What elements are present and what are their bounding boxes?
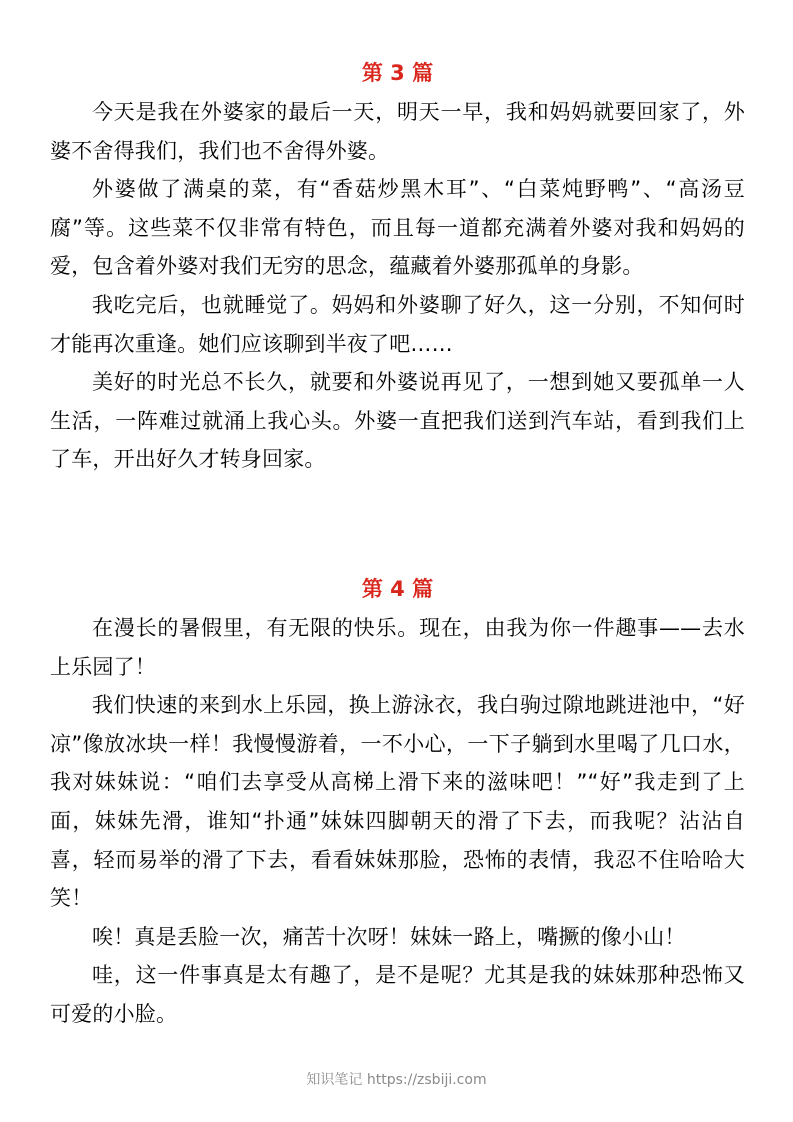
paragraph: 我们快速的来到水上乐园，换上游泳衣，我白驹过隙地跳进池中，“好凉”像放冰块一样！我慢慢游着，一不小心，一下子躺到水里喝了几口水，我对妹妹说：“咱们去享受从高梯上滑下来的滋味吧！”“好”我走到了上面，妹妹先滑，谁知“扑通”妹妹四脚朝天的滑了下去，而我呢？沾沾自喜，轻而易举的滑了下去，看看妹妹那脸，恐怖的表情，我忍不住哈哈大笑！ <box>50 693 745 911</box>
essay-4 <box>50 574 745 1034</box>
paragraph: 唉！真是丢脸一次，痛苦十次呀！妹妹一路上，嘴撅的像小山！ <box>92 924 686 949</box>
paragraph: 外婆做了满桌的菜，有“香菇炒黑木耳”、“白菜炖野鸭”、“高汤豆腐”等。这些菜不仅非常有特色，而且每一道都充满着外婆对我和妈妈的爱，包含着外婆对我们无穷的思念，蕴藏着外婆那孤单的身影。 <box>50 177 745 279</box>
paragraph: 美好的时光总不长久，就要和外婆说再见了，一想到她又要孤单一人生活，一阵难过就涌上我心头。外婆一直把我们送到汽车站，看到我们上了车，开出好久才转身回家。 <box>50 370 745 472</box>
essay-title: 第 4 篇 <box>361 577 434 601</box>
essay-3 <box>50 58 745 479</box>
paragraph: 在漫长的暑假里，有无限的快乐。现在，由我为你一件趣事——去水上乐园了！ <box>50 616 745 679</box>
footer-watermark: 知识笔记 https://zsbiji.com <box>306 1072 487 1088</box>
paragraph: 哇，这一件事真是太有趣了，是不是呢？尤其是我的妹妹那种恐怖又可爱的小脸。 <box>50 963 745 1026</box>
paragraph: 我吃完后，也就睡觉了。妈妈和外婆聊了好久，这一分别，不知何时才能再次重逢。她们应该聊到半夜了吧…… <box>50 292 745 356</box>
essay-title: 第 3 篇 <box>361 61 434 85</box>
paragraph: 今天是我在外婆家的最后一天，明天一早，我和妈妈就要回家了，外婆不舍得我们，我们也不舍得外婆。 <box>50 100 745 163</box>
